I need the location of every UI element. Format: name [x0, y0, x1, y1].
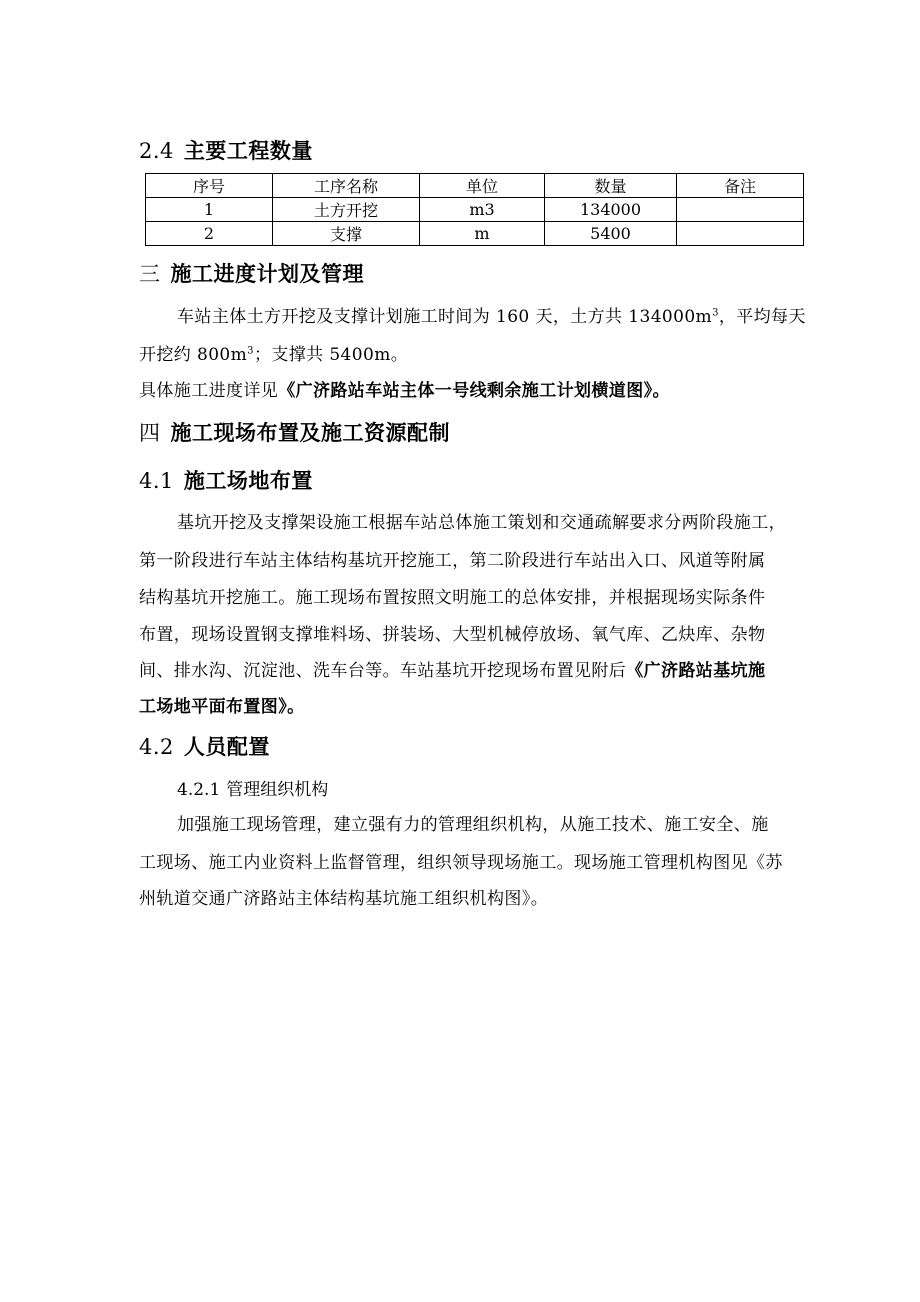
table-cell: 2 [146, 222, 273, 246]
document-reference: 《广济路站车站主体一号线剩余施工计划横道图》。 [278, 381, 670, 401]
table-cell [677, 222, 804, 246]
superscript: 3 [712, 307, 719, 319]
text-run: ；支撑共 5400m。 [253, 345, 409, 365]
header-cell: 序号 [146, 174, 273, 198]
text-run: 开挖约 800m [139, 345, 248, 365]
section-heading-4 [139, 417, 450, 447]
table-cell: 134000 [545, 198, 677, 222]
paragraph-line [139, 376, 819, 401]
paragraph-line: 加强施工现场管理，建立强有力的管理组织机构，从施工技术、施工安全、施 [177, 815, 769, 835]
section-heading-3 [139, 258, 364, 288]
table-cell: 5400 [545, 222, 677, 246]
table-cell: 1 [146, 198, 273, 222]
table-header-row [146, 174, 804, 198]
paragraph-line: 州轨道交通广济路站主体结构基坑施工组织机构图》。 [139, 889, 549, 909]
paragraph-line: 基坑开挖及支撑架设施工根据车站总体施工策划和交通疏解要求分两阶段施工， [177, 513, 786, 533]
header-cell: 单位 [420, 174, 545, 198]
table-cell: 支撑 [273, 222, 420, 246]
section-title: 主要工程数量 [183, 139, 313, 163]
section-heading-2-4 [139, 135, 313, 165]
section-title: 施工现场布置及施工资源配制 [170, 421, 450, 445]
table-cell: m3 [420, 198, 545, 222]
quantity-table [145, 173, 804, 246]
section-title: 施工场地布置 [183, 469, 313, 493]
section-title: 施工进度计划及管理 [170, 262, 364, 286]
paragraph-line [139, 340, 819, 365]
text-run: 间、排水沟、沉淀池、洗车台等。车站基坑开挖现场布置见附后 [139, 661, 627, 681]
table-row [146, 198, 804, 222]
section-number: 四 [139, 421, 161, 445]
table-cell [677, 198, 804, 222]
paragraph-line [139, 656, 819, 681]
section-heading-4-1 [139, 465, 313, 495]
header-cell: 工序名称 [273, 174, 420, 198]
section-number: 2.4 [139, 139, 174, 163]
paragraph-line: 布置，现场设置钢支撑堆料场、拼装场、大型机械停放场、氧气库、乙炔库、杂物 [139, 625, 766, 645]
section-number: 4.2.1 [177, 780, 221, 800]
section-heading-4-2-1 [177, 775, 328, 800]
section-number: 4.1 [139, 469, 174, 493]
text-run: 车站主体土方开挖及支撑计划施工时间为 160 天，土方共 134000m [177, 307, 713, 327]
header-cell: 数量 [545, 174, 677, 198]
paragraph-line [177, 302, 819, 327]
text-run: ，平均每天 [718, 307, 806, 327]
paragraph-line: 第一阶段进行车站主体结构基坑开挖施工，第二阶段进行车站出入口、风道等附属 [139, 551, 766, 571]
section-heading-4-2 [139, 731, 270, 761]
table-row [146, 222, 804, 246]
table-cell: m [420, 222, 545, 246]
header-cell: 备注 [677, 174, 804, 198]
superscript: 3 [247, 345, 254, 357]
table-cell: 土方开挖 [273, 198, 420, 222]
paragraph-line: 结构基坑开挖施工。施工现场布置按照文明施工的总体安排，并根据现场实际条件 [139, 588, 766, 608]
text-run: 具体施工进度详见 [139, 381, 279, 401]
section-number: 4.2 [139, 735, 174, 759]
section-title: 人员配置 [183, 735, 270, 759]
paragraph-line: 工现场、施工内业资料上监督管理，组织领导现场施工。现场施工管理机构图见《苏 [139, 853, 783, 873]
paragraph-line: 工场地平面布置图》。 [139, 697, 305, 717]
section-number: 三 [139, 262, 161, 286]
section-title: 管理组织机构 [226, 780, 329, 800]
document-reference: 《广济路站基坑施 [626, 661, 766, 681]
